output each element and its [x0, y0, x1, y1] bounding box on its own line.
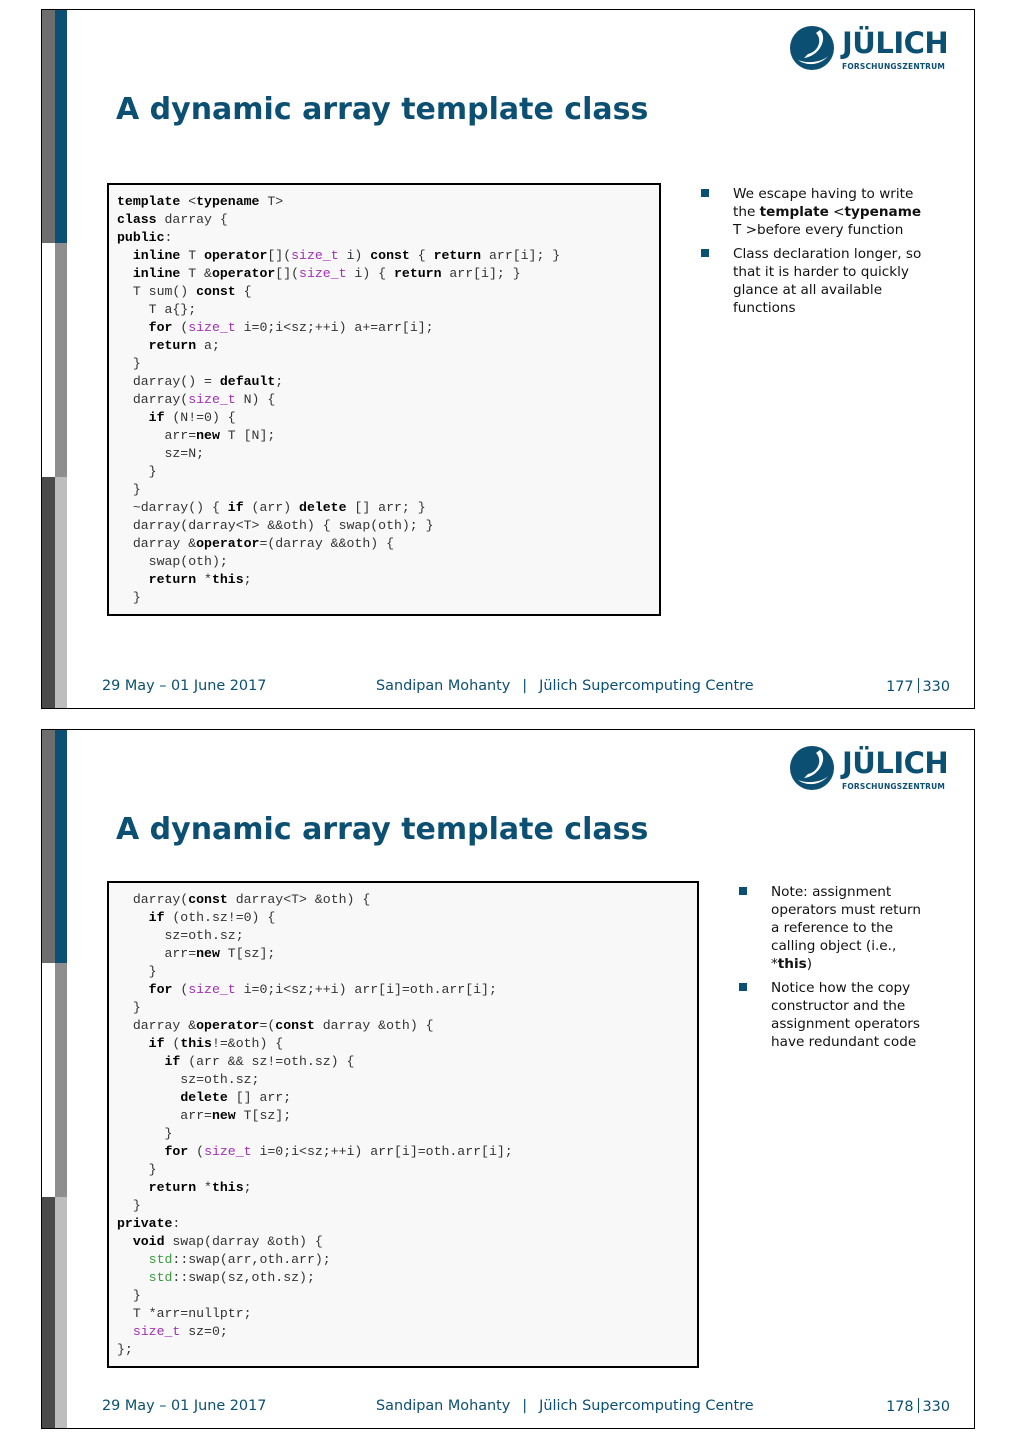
code-line: }: [117, 482, 141, 497]
code-line: return *this;: [148, 572, 252, 587]
code-line: }: [117, 964, 157, 979]
code-line: ~darray() { if (arr) delete [] arr; }: [117, 500, 426, 515]
slide-title: A dynamic array template class: [116, 92, 649, 127]
code-line: delete [] arr;: [180, 1090, 292, 1105]
code-line: };: [117, 1342, 133, 1357]
footer-institution: Jülich Supercomputing Centre: [539, 1398, 754, 1414]
code-listing: [117, 891, 689, 1359]
code-line: }: [117, 590, 141, 605]
footer-author: Sandipan Mohanty: [376, 678, 511, 694]
code-line: for (size_t i=0;i<sz;++i) arr[i]=oth.arr[i];: [164, 1144, 513, 1159]
code-line: T sum() const {: [117, 284, 252, 299]
code-line: darray(darray<T> &&oth) { swap(oth); }: [117, 518, 434, 533]
sidebar-stripe: [42, 243, 55, 477]
code-line: size_t sz=0;: [132, 1324, 228, 1339]
code-line: }: [117, 356, 141, 371]
code-line: void swap(darray &oth) {: [132, 1234, 323, 1249]
bullet-item: We escape having to write the template <typename T >before every function: [701, 185, 931, 239]
slide-1: [41, 9, 975, 709]
code-block: [107, 183, 661, 616]
sidebar-stripe: [55, 963, 67, 1197]
slide-title: A dynamic array template class: [116, 812, 649, 847]
footer-center: [376, 678, 754, 694]
footer-center: [376, 1398, 754, 1414]
code-line: std::swap(arr,oth.arr);: [148, 1252, 331, 1267]
code-line: }: [117, 1162, 157, 1177]
code-line: darray &operator=(const darray &oth) {: [117, 1018, 434, 1033]
page-current: 178: [886, 1399, 914, 1415]
footer-separator: |: [522, 1398, 528, 1414]
julich-logo: [790, 742, 950, 794]
code-line: sz=oth.sz;: [117, 928, 244, 943]
code-line: }: [117, 1126, 173, 1141]
footer-page-number: [886, 1398, 950, 1415]
code-line: arr=new T [N];: [117, 428, 276, 443]
bullet-item: Notice how the copy constructor and the assignment operators have redundant code: [739, 979, 931, 1051]
page-total: 330: [922, 1399, 950, 1415]
code-line: if (arr && sz!=oth.sz) {: [164, 1054, 355, 1069]
slide-2: [41, 729, 975, 1429]
code-line: darray(size_t N) {: [117, 392, 276, 407]
code-line: }: [117, 1000, 141, 1015]
footer-date: 29 May – 01 June 2017: [102, 678, 267, 694]
footer-author: Sandipan Mohanty: [376, 1398, 511, 1414]
code-listing: [117, 193, 651, 607]
code-line: sz=oth.sz;: [117, 1072, 260, 1087]
sidebar-stripe: [55, 243, 67, 477]
code-line: darray &operator=(darray &&oth) {: [117, 536, 394, 551]
logo-name: JÜLICH: [842, 746, 949, 780]
code-line: if (oth.sz!=0) {: [148, 910, 276, 925]
sidebar-stripe: [42, 963, 55, 1197]
sidebar-stripe: [42, 730, 55, 963]
code-block: [107, 881, 699, 1368]
footer-page-number: [886, 678, 950, 695]
sidebar-stripe-accent: [55, 10, 67, 243]
code-line: template <typename T>: [117, 194, 284, 209]
julich-logo: [790, 22, 950, 74]
sidebar-stripe: [42, 10, 55, 243]
code-line: arr=new T[sz];: [117, 1108, 292, 1123]
bullet-list: [701, 185, 931, 323]
code-line: class darray {: [117, 212, 228, 227]
code-line: T *arr=nullptr;: [117, 1306, 252, 1321]
code-line: return *this;: [148, 1180, 252, 1195]
code-line: arr=new T[sz];: [117, 946, 276, 961]
code-line: std::swap(sz,oth.sz);: [148, 1270, 315, 1285]
code-line: }: [117, 1288, 141, 1303]
logo-name: JÜLICH: [842, 26, 949, 60]
footer-date: 29 May – 01 June 2017: [102, 1398, 267, 1414]
bullet-list: [739, 883, 931, 1057]
sidebar-stripe-accent: [55, 730, 67, 963]
code-line: if (N!=0) {: [148, 410, 236, 425]
sidebar-stripe: [42, 1197, 55, 1429]
code-line: inline T &operator[](size_t i) { return arr[i]; }: [132, 266, 521, 281]
sidebar-stripe: [42, 477, 55, 709]
sidebar-stripe: [55, 1197, 67, 1429]
code-line: public:: [117, 230, 173, 245]
code-line: }: [117, 464, 157, 479]
code-line: inline T operator[](size_t i) const { return arr[i]; }: [132, 248, 561, 263]
code-line: sz=N;: [117, 446, 205, 461]
code-line: T a{};: [117, 302, 197, 317]
footer-separator: |: [522, 678, 528, 694]
page-divider: [918, 678, 919, 693]
code-line: if (this!=&oth) {: [148, 1036, 284, 1051]
logo-subtitle: FORSCHUNGSZENTRUM: [842, 782, 946, 791]
code-line: return a;: [148, 338, 220, 353]
code-line: swap(oth);: [117, 554, 228, 569]
code-line: darray() = default;: [117, 374, 284, 389]
code-line: darray(const darray<T> &oth) {: [117, 892, 371, 907]
footer-institution: Jülich Supercomputing Centre: [539, 678, 754, 694]
sidebar-stripe: [55, 477, 67, 709]
page-divider: [918, 1398, 919, 1413]
code-line: private:: [117, 1216, 181, 1231]
julich-logo-icon: [790, 744, 838, 792]
page-current: 177: [886, 679, 914, 695]
page-total: 330: [922, 679, 950, 695]
julich-logo-icon: [790, 24, 838, 72]
code-line: for (size_t i=0;i<sz;++i) a+=arr[i];: [148, 320, 434, 335]
logo-subtitle: FORSCHUNGSZENTRUM: [842, 62, 946, 71]
code-line: for (size_t i=0;i<sz;++i) arr[i]=oth.arr[i];: [148, 982, 497, 997]
code-line: }: [117, 1198, 141, 1213]
bullet-item: Note: assignment operators must return a reference to the calling object (i.e., *this): [739, 883, 931, 973]
bullet-item: Class declaration longer, so that it is harder to quickly glance at all available functions: [701, 245, 931, 317]
